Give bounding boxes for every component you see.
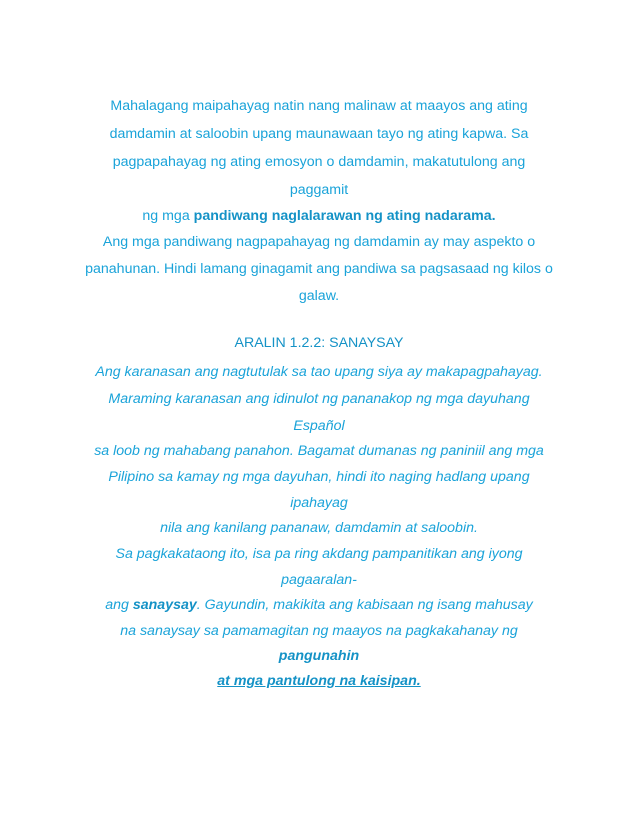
italic-line: ipahayag [290, 495, 348, 511]
final-emphasis-line-underlined: at mga pantulong na kaisipan. [217, 673, 421, 689]
paragraph-line: panahunan. Hindi lamang ginagamit ang pandiwa sa pagsasaad ng kilos o [85, 261, 553, 277]
italic-line: sa loob ng mahabang panahon. Bagamat dumanas ng paniniil ang mga [94, 443, 544, 459]
italic-line: nila ang kanilang pananaw, damdamin at saloobin. [160, 520, 478, 536]
sanaysay-emphasis: sanaysay [132, 597, 197, 613]
sanaysay-prefix: ang [105, 597, 133, 613]
line-prefix: ng mga [142, 208, 194, 224]
paragraph-line: damdamin at saloobin upang maunawaan tayo ng ating kapwa. Sa [109, 126, 529, 142]
italic-line: pagaaralan- [281, 572, 357, 588]
sanaysay-suffix: . Gayundin, makikita ang kabisaan ng isang mahusay [196, 597, 533, 613]
italic-line: Ang karanasan ang nagtutulak sa tao upang siya ay makapagpahayag. [95, 364, 543, 380]
section-heading: ARALIN 1.2.2: SANAYSAY [234, 335, 404, 351]
paragraph-line: Mahalagang maipahayag natin nang malinaw at maayos ang ating [110, 98, 528, 114]
paragraph-line: pagpapahayag ng ating emosyon o damdamin, makatutulong ang [112, 154, 526, 170]
paragraph-line-emphasis [0, 206, 638, 226]
italic-line: Pilipino sa kamay ng mga dayuhan, hindi ito naging hadlang upang [108, 469, 530, 485]
paragraph-line: paggamit [289, 182, 349, 198]
italic-line: Español [293, 418, 345, 434]
italic-line: na sanaysay sa pamamagitan ng maayos na pagkakahanay ng [120, 623, 518, 639]
final-emphasis-line: pangunahin [278, 648, 360, 664]
emphasized-phrase: pandiwang naglalarawan ng ating nadarama. [193, 208, 496, 224]
italic-line: Sa pagkakataong ito, isa pa ring akdang pampanitikan ang iyong [115, 546, 523, 562]
italic-line-sanaysay [0, 595, 638, 615]
paragraph-line: Ang mga pandiwang nagpapahayag ng damdamin ay may aspekto o [102, 234, 536, 250]
italic-line: Maraming karanasan ang idinulot ng pananakop ng mga dayuhang [108, 391, 530, 407]
paragraph-line: galaw. [298, 288, 340, 304]
